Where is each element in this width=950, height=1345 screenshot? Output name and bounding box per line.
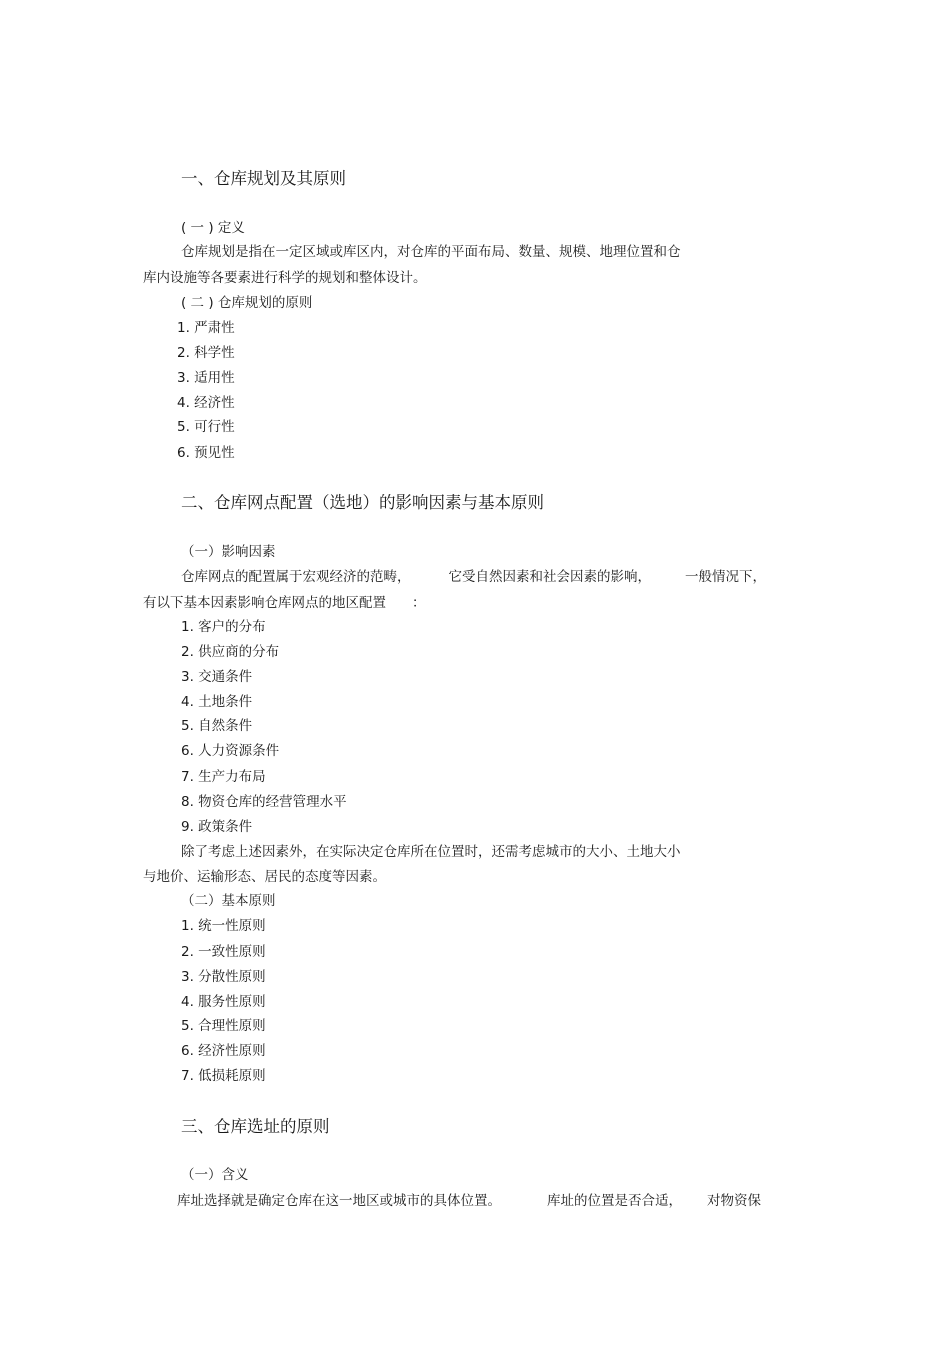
- list-item: 3. 分散性原则: [181, 969, 266, 985]
- list-item: 5. 可行性: [177, 419, 235, 435]
- factors-paragraph-line-2-text: 有以下基本因素影响仓库网点的地区配置: [143, 595, 386, 611]
- section-1-sub-principles: ( 二 ) 仓库规划的原则: [181, 295, 313, 311]
- factors-paragraph-line-2: [143, 594, 426, 612]
- definition-line-1: 仓库规划是指在一定区域或库区内，对仓库的平面布局、数量、规模、地理位置和仓: [181, 244, 681, 260]
- factors-paragraph-part-a: 仓库网点的配置属于宏观经济的范畴，: [181, 569, 411, 585]
- factors-paragraph-line-2-colon: ：: [412, 595, 426, 611]
- section-3-sub-meaning: （一）含义: [181, 1167, 249, 1183]
- section-1-sub-definition: ( 一 ) 定义: [181, 220, 245, 236]
- factors-paragraph-part-b: 它受自然因素和社会因素的影响，: [448, 569, 651, 585]
- list-item: 8. 物资仓库的经营管理水平: [181, 794, 347, 810]
- list-item: 2. 一致性原则: [181, 944, 266, 960]
- list-item: 3. 适用性: [177, 370, 235, 386]
- list-item: 1. 客户的分布: [181, 619, 266, 635]
- factors-paragraph-part-c: 一般情况下，: [685, 569, 766, 585]
- list-item: 6. 经济性原则: [181, 1043, 266, 1059]
- list-item: 5. 自然条件: [181, 718, 253, 734]
- section-2-sub-principles: （二）基本原则: [181, 893, 276, 909]
- list-item: 6. 人力资源条件: [181, 743, 280, 759]
- section-3-heading: 三、仓库选址的原则: [181, 1117, 330, 1136]
- section-2-heading: 二、仓库网点配置（选地）的影响因素与基本原则: [181, 493, 544, 512]
- meaning-paragraph-part-b: 库址的位置是否合适，: [547, 1193, 682, 1209]
- list-item: 1. 统一性原则: [181, 918, 266, 934]
- meaning-paragraph-line-1: [177, 1192, 761, 1210]
- list-item: 7. 低损耗原则: [181, 1068, 266, 1084]
- section-2-sub-factors: （一）影响因素: [181, 544, 276, 560]
- section-1-heading: 一、仓库规划及其原则: [181, 169, 346, 188]
- list-item: 2. 供应商的分布: [181, 644, 280, 660]
- factors-paragraph-line-1: [181, 568, 766, 586]
- meaning-paragraph-part-a: 库址选择就是确定仓库在这一地区或城市的具体位置。: [177, 1193, 501, 1209]
- list-item: 9. 政策条件: [181, 819, 253, 835]
- list-item: 2. 科学性: [177, 345, 235, 361]
- meaning-paragraph-part-c: 对物资保: [707, 1193, 761, 1209]
- list-item: 4. 服务性原则: [181, 994, 266, 1010]
- list-item: 6. 预见性: [177, 445, 235, 461]
- list-item: 5. 合理性原则: [181, 1018, 266, 1034]
- list-item: 7. 生产力布局: [181, 769, 266, 785]
- list-item: 3. 交通条件: [181, 669, 253, 685]
- definition-line-2: 库内设施等各要素进行科学的规划和整体设计。: [143, 270, 427, 286]
- considerations-line-2: 与地价、运输形态、居民的态度等因素。: [143, 869, 386, 885]
- list-item: 1. 严肃性: [177, 320, 235, 336]
- list-item: 4. 土地条件: [181, 694, 253, 710]
- list-item: 4. 经济性: [177, 395, 235, 411]
- considerations-line-1: 除了考虑上述因素外，在实际决定仓库所在位置时，还需考虑城市的大小、土地大小: [181, 844, 681, 860]
